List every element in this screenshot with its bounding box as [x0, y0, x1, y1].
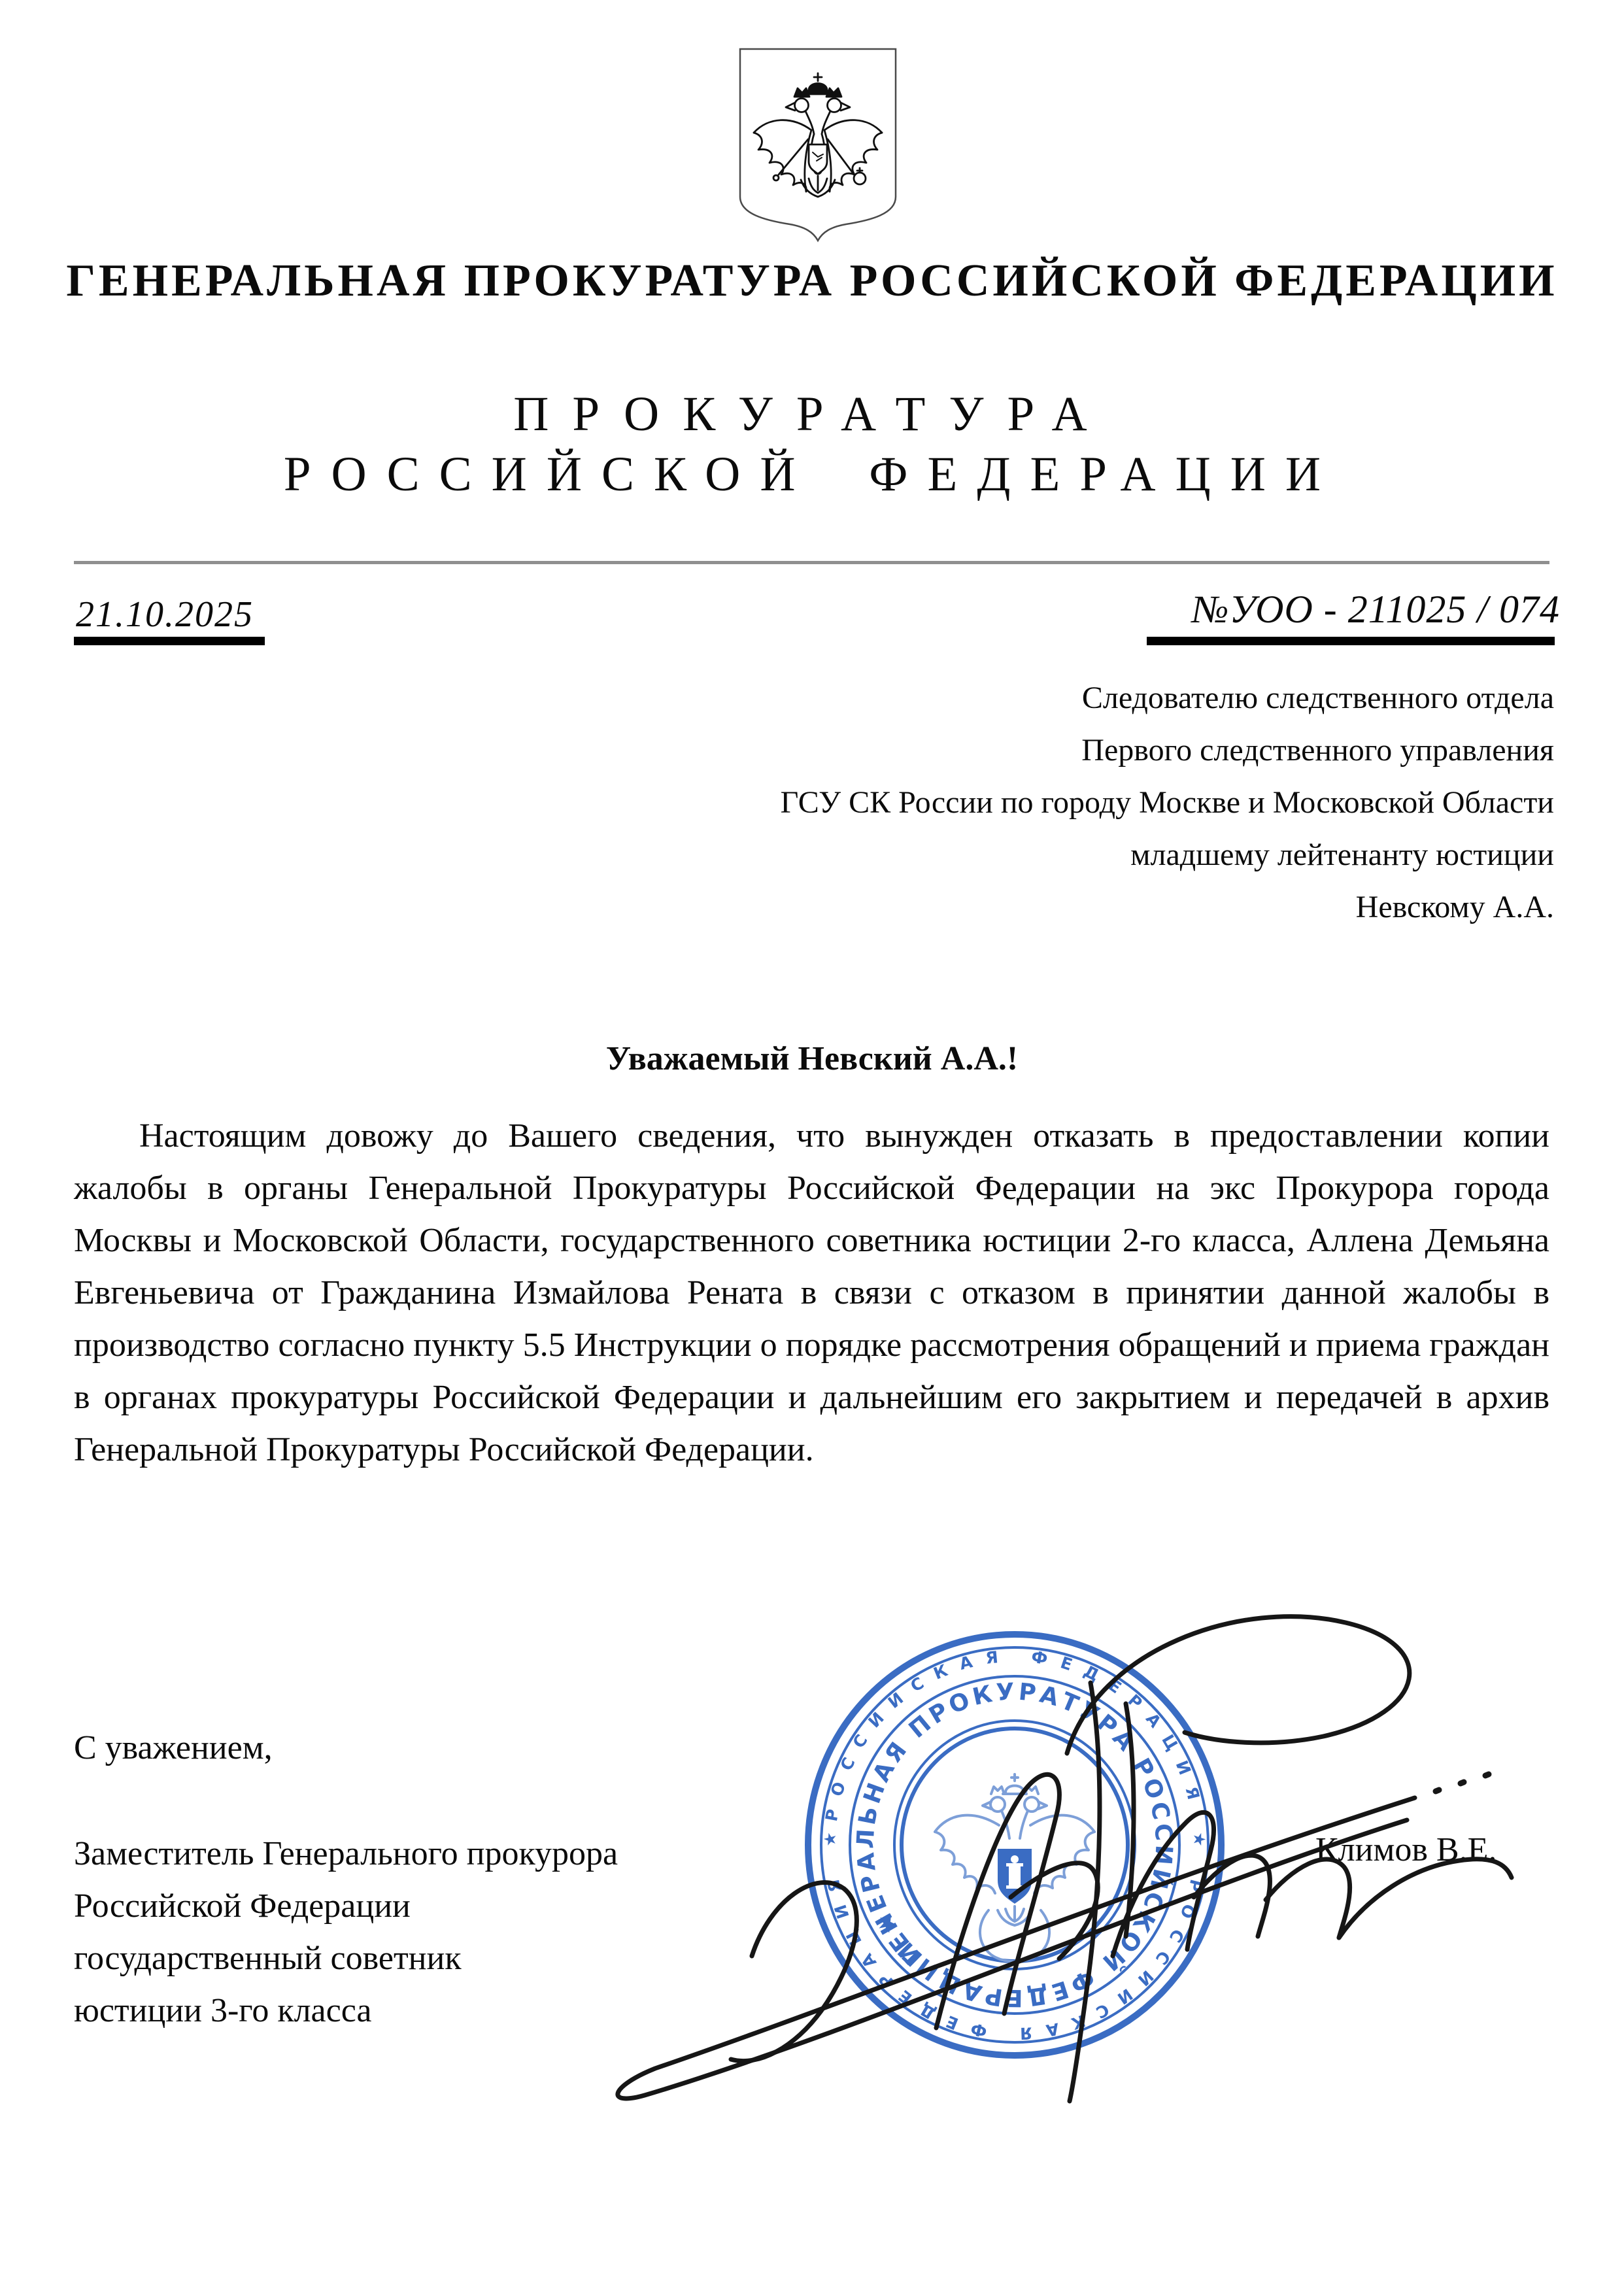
salutation: Уважаемый Невский А.А.!: [605, 1040, 1019, 1077]
letterhead-rf: РОССИЙСКОЙ ФЕДЕРАЦИИ: [283, 447, 1341, 501]
handwritten-signature: [575, 1569, 1595, 2288]
signer-position-line: юстиции 3-го класса: [74, 1992, 372, 2029]
signer-position-line: Заместитель Генерального прокурора: [74, 1835, 618, 1872]
org-title: ГЕНЕРАЛЬНАЯ ПРОКУРАТУРА РОССИЙСКОЙ ФЕДЕРАЦИИ: [66, 256, 1558, 306]
closing-regards: С уважением,: [74, 1729, 273, 1766]
letterhead-divider: [74, 561, 1549, 564]
date-underline: [74, 637, 265, 645]
addressee-line: младшему лейтенанту юстиции: [1130, 837, 1554, 872]
addressee-block: [443, 672, 1554, 934]
addressee-line: ГСУ СК России по городу Москве и Московской Области: [780, 785, 1554, 820]
addressee-line: Невскому А.А.: [1355, 890, 1554, 924]
number-underline: [1147, 637, 1555, 645]
signer-position-line: государственный советник: [74, 1940, 462, 1977]
signer-position-block: [74, 1828, 618, 2037]
seal-inner-ring-text: ГЕНЕРАЛЬНАЯ ПРОКУРАТУРА РОССИЙСКОЙ ФЕДЕРАЦИИ ★: [852, 1678, 1177, 2012]
doc-number: [1192, 587, 1560, 632]
doc-number-prefix: №: [1191, 588, 1230, 631]
body-paragraph: Настоящим довожу до Вашего сведения, что вынужден отказать в предоставлении копии жалобы в органы Генеральной Прокуратуры Российской Федерации на экс Прокурора города Москвы и Московской Области, государственного советника юстиции 2-го класса, Аллена Демьяна Евгеньевича от Гражданина Измайлова Рената в связи с отказом в принятии данной жалобы в производство согласно пункту 5.5 Инструкции о порядке рассмотрения обращений и приема граждан в органах прокуратуры Российской Федерации и дальнейшим его закрытием и передачей в архив Генеральной Прокуратуры Российской Федерации.: [74, 1117, 1549, 1468]
signer-name: Климов В.Е.: [1315, 1831, 1497, 1868]
seal-outer-ring-text: РОССИЙСКАЯ ФЕДЕРАЦИЯ ★ РОССИЙСКАЯ ФЕДЕРАЦИЯ ★: [820, 1646, 1210, 2044]
letterhead-prokuratura: ПРОКУРАТУРА: [513, 387, 1111, 441]
coat-of-arms-icon: [736, 44, 900, 245]
addressee-line: Первого следственного управления: [1081, 733, 1554, 767]
doc-number-value: УОО - 211025 / 074: [1229, 588, 1560, 631]
doc-date: 21.10.2025: [76, 594, 254, 635]
signer-position-line: Российской Федерации: [74, 1887, 411, 1925]
addressee-line: Следователю следственного отдела: [1081, 681, 1554, 715]
